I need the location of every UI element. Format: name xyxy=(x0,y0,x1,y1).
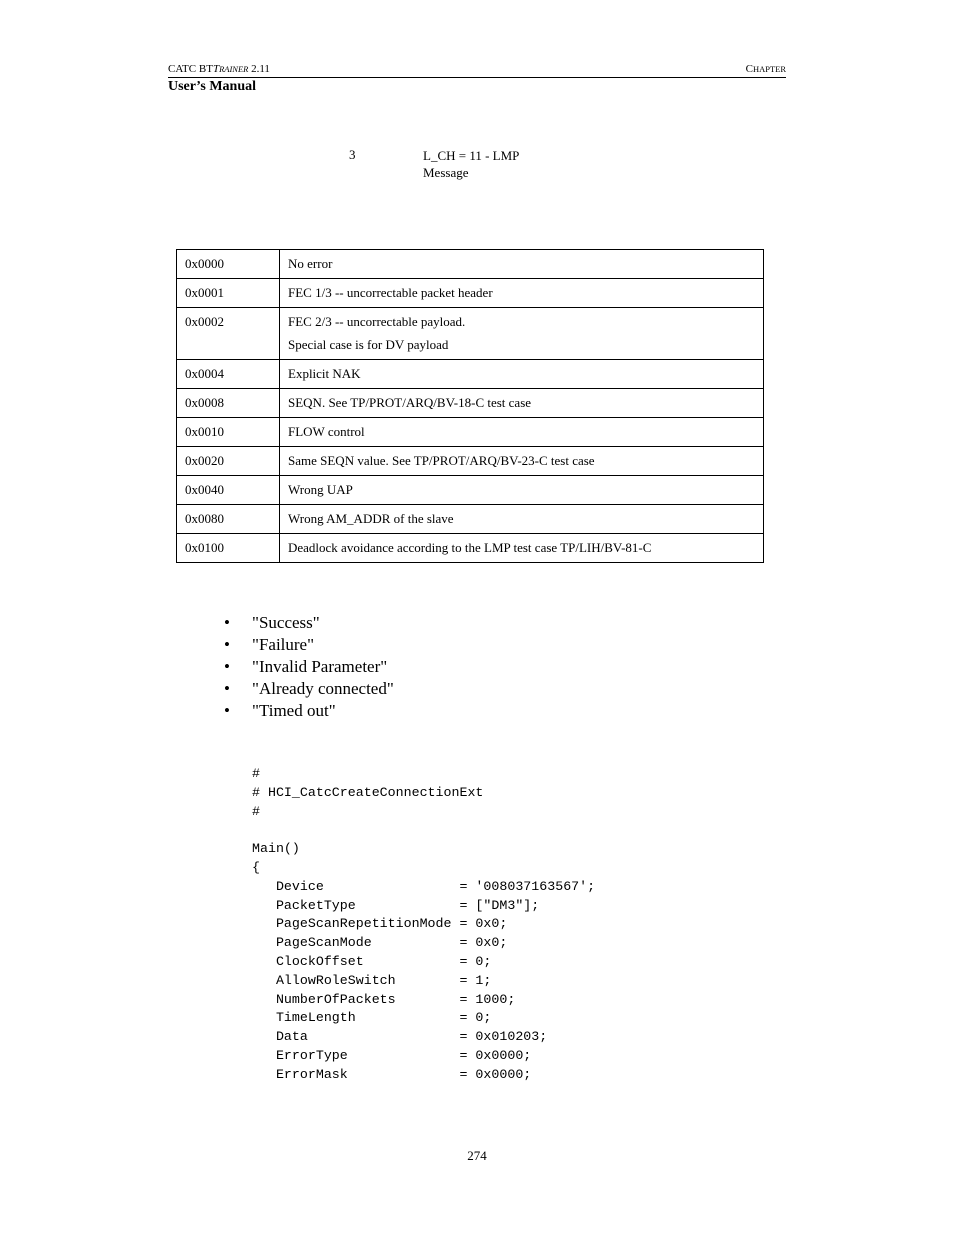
error-description-cell xyxy=(280,418,764,447)
result-status-text: "Failure" xyxy=(252,635,315,654)
product-prefix: CATC BT xyxy=(168,63,213,75)
manual-title: User’s Manual xyxy=(168,79,257,94)
error-code-cell: 0x0002 xyxy=(177,308,280,360)
error-description-line: No error xyxy=(288,256,333,271)
table-row xyxy=(177,360,764,389)
table-row xyxy=(177,418,764,447)
result-status-list xyxy=(224,612,394,722)
error-description-cell xyxy=(280,505,764,534)
bullet-icon: • xyxy=(224,613,230,632)
bullet-icon: • xyxy=(224,701,230,720)
chapter-smallcaps: HAPTER xyxy=(752,64,786,74)
lch-description: L_CH = 11 - LMP Message xyxy=(423,148,519,180)
error-description-line: FEC 1/3 -- uncorrectable packet header xyxy=(288,285,493,300)
result-status-text: "Timed out" xyxy=(252,701,336,720)
error-description-line: Special case is for DV payload xyxy=(288,337,449,352)
error-description-line: Deadlock avoidance according to the LMP test case TP/LIH/BV-81-C xyxy=(288,540,652,555)
error-code-cell: 0x0080 xyxy=(177,505,280,534)
bullet-icon: • xyxy=(224,635,230,654)
product-initial: T xyxy=(212,63,220,75)
error-description-cell xyxy=(280,389,764,418)
error-description-line: Same SEQN value. See TP/PROT/ARQ/BV-23-C test case xyxy=(288,453,595,468)
bullet-icon: • xyxy=(224,657,230,676)
result-status-text: "Already connected" xyxy=(252,679,394,698)
error-description-line: Explicit NAK xyxy=(288,366,361,381)
error-type-table xyxy=(176,249,764,563)
error-code-cell: 0x0000 xyxy=(177,250,280,279)
bullet-icon: • xyxy=(224,679,230,698)
error-description-line: Wrong UAP xyxy=(288,482,353,497)
error-code-cell: 0x0020 xyxy=(177,447,280,476)
running-header-product xyxy=(168,63,270,75)
script-code-listing: # # HCI_CatcCreateConnectionExt # Main() { Device = '008037163567'; PacketType = ["DM3"]; PageScanRepetitionMode = 0x0; PageScanMode = 0x0; ClockOffset = 0; AllowRoleSwitch = 1; NumberOfPackets = 1000; TimeLength = 0; Data = 0x010203; ErrorType = 0x0000; ErrorMask = 0x0000; xyxy=(252,766,596,1082)
error-description-cell xyxy=(280,279,764,308)
table-row xyxy=(177,279,764,308)
product-smallcaps: RAINER xyxy=(219,64,249,74)
table-row xyxy=(177,389,764,418)
error-code-cell: 0x0001 xyxy=(177,279,280,308)
table-row xyxy=(177,447,764,476)
error-code-cell: 0x0004 xyxy=(177,360,280,389)
table-row xyxy=(177,505,764,534)
error-description-line: FLOW control xyxy=(288,424,365,439)
table-row xyxy=(177,308,764,360)
error-code-cell: 0x0040 xyxy=(177,476,280,505)
table-row xyxy=(177,476,764,505)
table-row xyxy=(177,250,764,279)
page-number: 274 xyxy=(467,1148,487,1163)
error-description-cell xyxy=(280,308,764,360)
error-description-line: Wrong AM_ADDR of the slave xyxy=(288,511,454,526)
list-item xyxy=(224,656,394,678)
error-description-line: FEC 2/3 -- uncorrectable payload. xyxy=(288,314,466,329)
error-description-cell xyxy=(280,534,764,563)
list-item xyxy=(224,700,394,722)
error-code-cell: 0x0100 xyxy=(177,534,280,563)
product-version: 2.11 xyxy=(251,63,270,75)
header-rule xyxy=(168,77,786,78)
error-description-cell xyxy=(280,360,764,389)
error-description-cell xyxy=(280,250,764,279)
running-header-chapter xyxy=(746,63,786,75)
chapter-initial: C xyxy=(745,63,753,75)
list-item xyxy=(224,612,394,634)
table-row xyxy=(177,534,764,563)
error-code-cell: 0x0010 xyxy=(177,418,280,447)
error-table-body xyxy=(177,250,764,563)
result-status-text: "Invalid Parameter" xyxy=(252,657,388,676)
result-status-text: "Success" xyxy=(252,613,320,632)
list-item xyxy=(224,678,394,700)
error-description-cell xyxy=(280,476,764,505)
lch-value: 3 xyxy=(349,147,356,162)
error-code-cell: 0x0008 xyxy=(177,389,280,418)
error-description-cell xyxy=(280,447,764,476)
error-description-line: SEQN. See TP/PROT/ARQ/BV-18-C test case xyxy=(288,395,532,410)
list-item xyxy=(224,634,394,656)
